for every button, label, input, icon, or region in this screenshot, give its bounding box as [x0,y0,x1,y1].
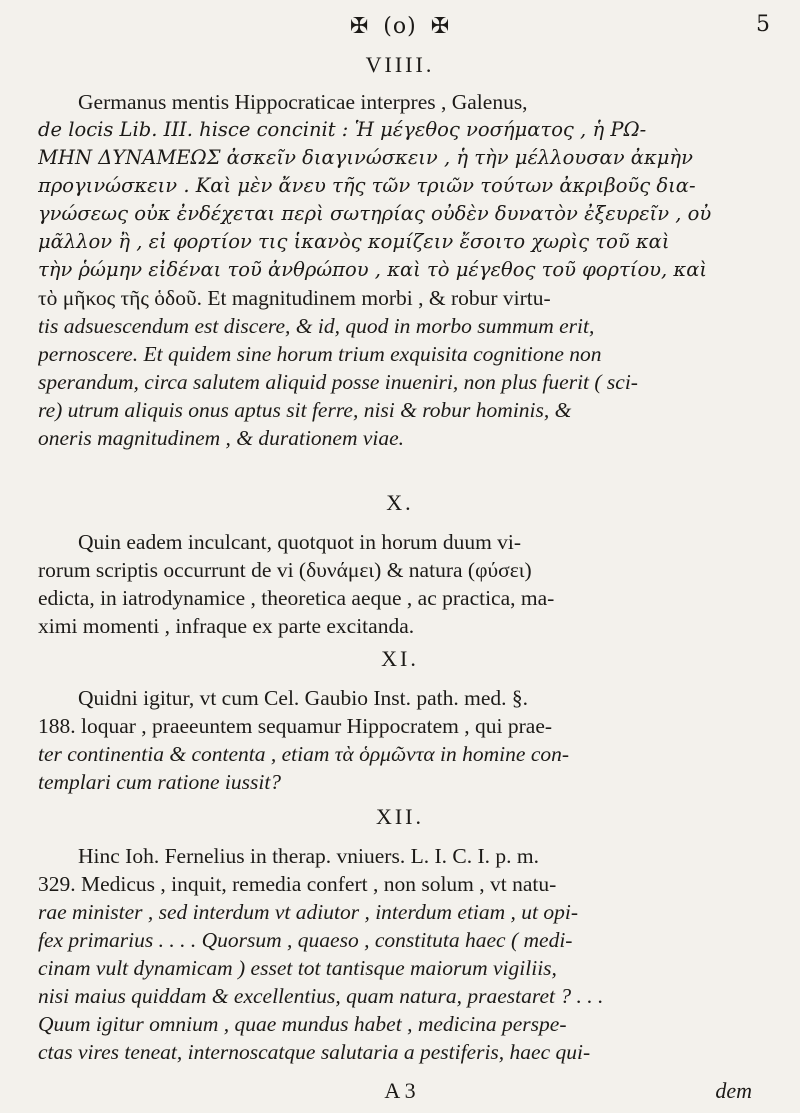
text-line: 188. loquar , praeeuntem sequamur Hippocratem , qui prae- [38,714,553,738]
text-line: pernoscere. Et quidem sine horum trium exquisita cognitione non [38,342,602,366]
text-line: oneris magnitudinem , & durationem viae. [38,426,405,450]
text-line: ter continentia & contenta , etiam τὰ ὁρμῶντα in homine con- [38,742,570,766]
cross-ornament-left-icon: ✠ [349,14,370,39]
section-title-9: VIIII. [365,52,435,77]
text-line: τὸ μῆκος τῆς ὁδοῦ. Et magnitudinem morbi , & robur virtu- [38,286,551,310]
catchword: dem [715,1078,752,1103]
text-line: ctas vires teneat, internoscatque salutaria a pestiferis, haec qui- [38,1040,591,1064]
text-line: sperandum, circa salutem aliquid posse inueniri, non plus fuerit ( sci- [38,370,638,394]
text-line: re) utrum aliquis onus aptus sit ferre, nisi & robur hominis, & [38,398,572,422]
text-line: τὴν ῥώμην εἰδέναι τοῦ ἀνθρώπου , καὶ τὸ μέγεθος τοῦ φορτίου, καὶ [38,258,708,281]
text-line: ximi momenti , infraque ex parte excitanda. [38,614,415,638]
text-line: γνώσεως οὐκ ἐνδέχεται περὶ σωτηρίας οὐδὲν δυνατὸν ἐξευρεῖν , οὐ [38,202,712,225]
text-line: edicta, in iatrodynamice , theoretica aeque , ac practica, ma- [38,586,555,610]
text-line: nisi maius quiddam & excellentius, quam natura, praestaret ? . . . [38,984,604,1008]
text-line: templari cum ratione iussit? [38,770,282,794]
text-line: Hinc Ioh. Fernelius in therap. vniuers. L. I. C. I. p. m. [78,844,539,868]
section-body-9 [38,88,780,452]
text-line: Quidni igitur, vt cum Cel. Gaubio Inst. path. med. §. [78,686,528,710]
text-line: μᾶλλον ἢ , εἰ φορτίον τις ἱκανὸς κομίζειν ἔσοιτο χωρὶς τοῦ καὶ [38,230,670,253]
section-title-10: X. [386,490,414,515]
section-title-11: XI. [381,646,419,671]
text-line: tis adsuescendum est discere, & id, quod in morbo summum erit, [38,314,595,338]
text-line: rae minister , sed interdum vt adiutor , interdum etiam , ut opi- [38,900,579,924]
text-line: ΜΗΝ ΔΥΝΑΜΕΩΣ ἀσκεῖν διαγινώσκειν , ἡ τὴν μέλλουσαν ἀκμὴν [38,146,693,169]
section-body-10 [38,528,780,640]
folio-mark: (o) [383,14,417,39]
text-line: Quum igitur omnium , quae mundus habet , medicina perspe- [38,1012,567,1036]
running-header [0,14,800,39]
text-line: 329. Medicus , inquit, remedia confert , non solum , vt natu- [38,872,557,896]
text-line: de locis Lib. III. hisce concinit : Ἡ μέγεθος νοσήματος , ἡ ΡΩ- [38,118,647,141]
section-title-12: XII. [375,804,425,829]
text-line: cinam vult dynamicam ) esset tot tantisque maiorum vigiliis, [38,956,557,980]
cross-ornament-right-icon: ✠ [430,14,451,39]
text-line: rorum scriptis occurrunt de vi (δυνάμει) & natura (φύσει) [38,558,532,582]
text-line: προγινώσκειν . Καὶ μὲν ἄνευ τῆς τῶν τριῶν τούτων ἀκριβοῦς δια- [38,174,696,197]
text-line: Germanus mentis Hippocraticae interpres , Galenus, [78,90,528,114]
text-line: Quin eadem inculcant, quotquot in horum duum vi- [78,530,522,554]
section-body-12 [38,842,780,1066]
signature-mark: A 3 [384,1078,416,1103]
section-body-11 [38,684,780,796]
text-line: fex primarius . . . . Quorsum , quaeso , constituta haec ( medi- [38,928,573,952]
page-number: 5 [756,12,770,37]
